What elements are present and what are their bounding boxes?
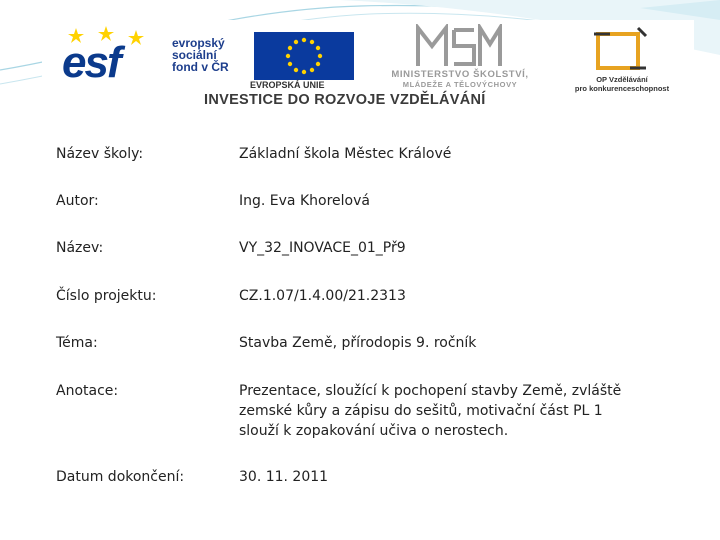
info-label: Název:	[56, 240, 104, 256]
info-label: Název školy:	[56, 146, 144, 162]
op-mark-icon	[590, 26, 650, 74]
info-value: Stavba Země, přírodopis 9. ročník	[239, 335, 477, 351]
op-logo-caption	[562, 75, 682, 93]
op-caption-line: pro konkurenceschopnost	[574, 84, 670, 93]
annotation-line: slouží k zopakování učiva o nerostech.	[239, 423, 509, 439]
msmt-caption-line: MLÁDEŽE A TĚLOVÝCHOVY	[402, 80, 518, 89]
logo-strip	[42, 20, 694, 112]
info-label: Číslo projektu:	[56, 288, 157, 304]
info-value: VY_32_INOVACE_01_Př9	[239, 240, 406, 256]
esf-logo-text	[172, 37, 229, 73]
eu-flag-icon	[254, 32, 354, 80]
msmt-mark-icon	[414, 24, 504, 70]
banner-text: INVESTICE DO ROZVOJE VZDĚLÁVÁNÍ	[204, 92, 486, 108]
info-value: Základní škola Městec Králové	[239, 146, 452, 162]
msmt-caption-line: MINISTERSTVO ŠKOLSTVÍ,	[391, 69, 529, 80]
op-caption-line: OP Vzdělávání	[596, 75, 648, 84]
info-label: Anotace:	[56, 383, 119, 399]
info-label: Téma:	[56, 335, 98, 351]
eu-logo-caption: EVROPSKÁ UNIE	[250, 80, 325, 90]
info-value: 30. 11. 2011	[239, 469, 329, 485]
info-value: CZ.1.07/1.4.00/21.2313	[239, 288, 406, 304]
annotation-line: Prezentace, sloužící k pochopení stavby Země, zvláště	[239, 383, 622, 399]
msmt-logo-caption	[365, 70, 555, 90]
info-label: Autor:	[56, 193, 99, 209]
esf-logo-line: sociální	[172, 48, 217, 62]
info-label: Datum dokončení:	[56, 469, 185, 485]
esf-logo-word: esf	[62, 38, 120, 87]
info-value: Ing. Eva Khorelová	[239, 193, 370, 209]
esf-logo-line: fond v ČR	[172, 60, 229, 74]
esf-logo-line: evropský	[172, 36, 225, 50]
info-value	[239, 381, 649, 441]
annotation-line: zemské kůry a zápisu do sešitů, motivační část PL 1	[239, 403, 603, 419]
